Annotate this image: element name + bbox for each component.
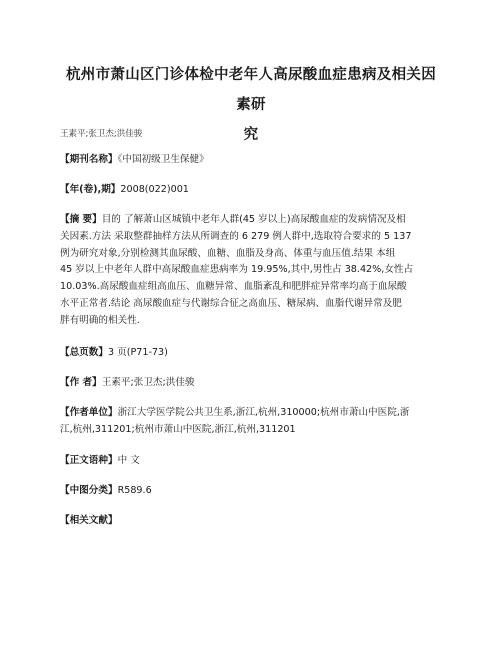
author-field [60, 375, 444, 392]
journal-value: 《中国初级卫生保健》 [117, 154, 209, 165]
abstract-line: 关因素.方法 采取整群抽样方法从所调查的 6 279 例人群中,选取符合要求的 5 137 [60, 230, 412, 242]
abstract-line: 【摘 要】目的 了解萧山区城镇中老年人群(45 岁以上)高尿酸血症的发病情况及相 [60, 214, 406, 225]
author-field-value: 王素平;张卫杰;洪佳骏 [101, 377, 195, 388]
author-field-label: 【作 者】 [60, 377, 102, 388]
pages-value: 3 页(P71-73) [107, 347, 168, 358]
abstract-line: 10.03%.高尿酸血症组高血压、血糖异常、血脂紊乱和肥胖症异常率均高于血尿酸 [60, 281, 407, 293]
related-literature-field [60, 513, 444, 530]
year-issue-label: 【年(卷),期】 [60, 184, 121, 195]
abstract-field [60, 212, 444, 330]
pages-field [60, 345, 444, 362]
clc-value: R589.6 [117, 485, 152, 496]
language-value: 中 文 [117, 455, 140, 466]
abstract-line: 45 岁以上中老年人群中高尿酸血症患病率为 19.95%,其中,男性占 38.42%,女性占 [60, 264, 414, 276]
year-issue-field [60, 182, 444, 199]
abstract-line: 胖有明确的相关性. [60, 314, 140, 326]
journal-label: 【期刊名称】 [60, 154, 118, 165]
clc-label: 【中图分类】 [60, 485, 118, 496]
affiliation-label: 【作者单位】 [60, 407, 118, 418]
title-line-2: 究 [243, 127, 259, 143]
abstract-line: 水平正常者.结论 高尿酸血症与代谢综合征之高血压、糖尿病、血脂代谢异常及肥 [60, 297, 402, 309]
abstract-label: 【摘 要】 [60, 214, 102, 225]
affiliation-line: 【作者单位】浙江大学医学院公共卫生系,浙江,杭州,310000;杭州市萧山中医院,浙 [60, 407, 410, 418]
author-byline: 王素平;张卫杰;洪佳骏 [60, 129, 143, 139]
language-label: 【正文语种】 [60, 455, 118, 466]
affiliation-field [60, 405, 444, 439]
pages-label: 【总页数】 [60, 347, 108, 358]
language-field [60, 453, 444, 470]
related-literature-label: 【相关文献】 [60, 515, 118, 526]
journal-field [60, 152, 444, 169]
title-line-1: 杭州市萧山区门诊体检中老年人高尿酸血症患病及相关因素研 [66, 67, 436, 113]
year-issue-value: 2008(022)001 [120, 184, 189, 195]
clc-field [60, 483, 444, 500]
abstract-line: 例为研究对象,分别检测其血尿酸、血糖、血脂及身高、体重与血压值.结果 本组 [60, 247, 396, 259]
affiliation-line: 江,杭州,311201;杭州市萧山中医院,浙江,杭州,311201 [60, 423, 296, 435]
